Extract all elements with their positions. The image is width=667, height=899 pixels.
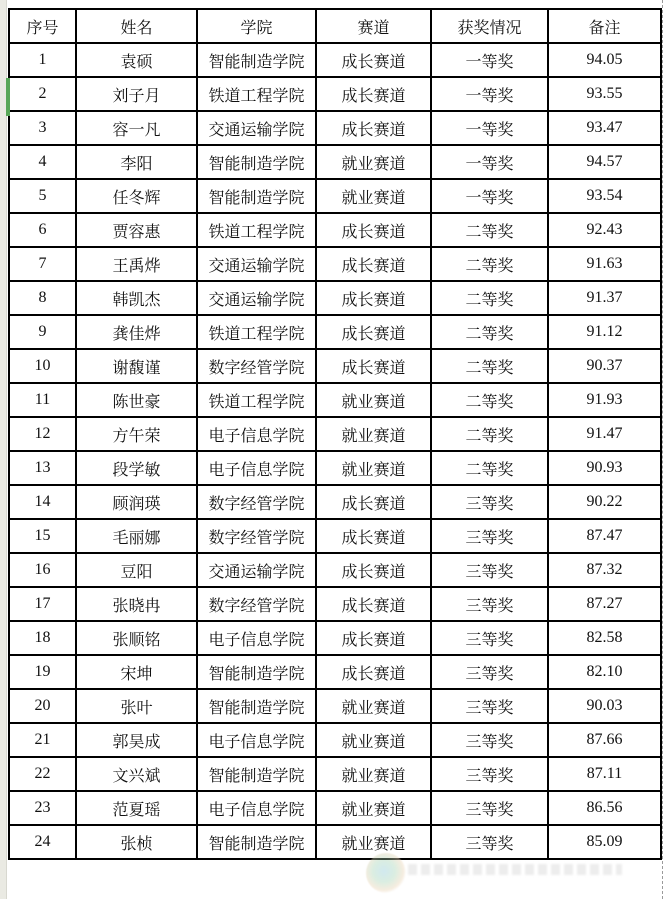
cell-index[interactable]: 4 [9, 145, 76, 179]
cell-college[interactable]: 数字经管学院 [197, 519, 316, 553]
table-row [9, 519, 661, 553]
cell-track[interactable]: 成长赛道 [316, 519, 431, 553]
cell-college[interactable]: 交通运输学院 [197, 553, 316, 587]
table-row [9, 247, 661, 281]
cell-college[interactable]: 智能制造学院 [197, 689, 316, 723]
cell-score[interactable]: 90.37 [548, 349, 661, 383]
table-row [9, 213, 661, 247]
header-score[interactable]: 备注 [548, 9, 661, 43]
cell-index[interactable]: 13 [9, 451, 76, 485]
cell-index[interactable]: 12 [9, 417, 76, 451]
header-name[interactable]: 姓名 [76, 9, 197, 43]
cell-score[interactable]: 82.58 [548, 621, 661, 655]
table-row [9, 587, 661, 621]
cell-score[interactable]: 94.57 [548, 145, 661, 179]
cell-score[interactable]: 90.03 [548, 689, 661, 723]
cell-name[interactable]: 刘子月 [76, 77, 197, 111]
cell-index[interactable]: 17 [9, 587, 76, 621]
cell-index[interactable]: 3 [9, 111, 76, 145]
cell-college[interactable]: 电子信息学院 [197, 621, 316, 655]
header-row [9, 9, 661, 43]
cell-college[interactable]: 智能制造学院 [197, 43, 316, 77]
cell-track[interactable]: 成长赛道 [316, 553, 431, 587]
table-row [9, 315, 661, 349]
cell-track[interactable]: 成长赛道 [316, 281, 431, 315]
cell-score[interactable]: 87.11 [548, 757, 661, 791]
award-table-container [8, 8, 662, 860]
cell-score[interactable]: 93.47 [548, 111, 661, 145]
cell-award[interactable]: 三等奖 [431, 723, 548, 757]
cell-college[interactable]: 交通运输学院 [197, 111, 316, 145]
cell-index[interactable]: 22 [9, 757, 76, 791]
cell-name[interactable]: 李阳 [76, 145, 197, 179]
cell-score[interactable]: 91.12 [548, 315, 661, 349]
cell-college[interactable]: 智能制造学院 [197, 655, 316, 689]
cell-college[interactable]: 数字经管学院 [197, 349, 316, 383]
cell-track[interactable]: 就业赛道 [316, 723, 431, 757]
cell-award[interactable]: 三等奖 [431, 621, 548, 655]
cell-score[interactable]: 87.32 [548, 553, 661, 587]
table-row [9, 179, 661, 213]
cell-index[interactable]: 14 [9, 485, 76, 519]
cell-score[interactable]: 85.09 [548, 825, 661, 859]
cell-track[interactable]: 成长赛道 [316, 77, 431, 111]
table-row [9, 451, 661, 485]
cell-award[interactable]: 二等奖 [431, 451, 548, 485]
cell-index[interactable]: 16 [9, 553, 76, 587]
cell-index[interactable]: 8 [9, 281, 76, 315]
watermark-text-band [408, 864, 622, 875]
header-track[interactable]: 赛道 [316, 9, 431, 43]
cell-track[interactable]: 就业赛道 [316, 179, 431, 213]
cell-score[interactable]: 93.54 [548, 179, 661, 213]
cell-track[interactable]: 成长赛道 [316, 213, 431, 247]
selected-row-indicator [6, 78, 10, 116]
cell-score[interactable]: 87.27 [548, 587, 661, 621]
cell-award[interactable]: 三等奖 [431, 519, 548, 553]
cell-award[interactable]: 三等奖 [431, 825, 548, 859]
cell-award[interactable]: 三等奖 [431, 791, 548, 825]
cell-track[interactable]: 成长赛道 [316, 485, 431, 519]
table-row [9, 111, 661, 145]
cell-track[interactable]: 就业赛道 [316, 383, 431, 417]
cell-college[interactable]: 铁道工程学院 [197, 213, 316, 247]
table-row [9, 485, 661, 519]
cell-name[interactable]: 袁硕 [76, 43, 197, 77]
cell-track[interactable]: 就业赛道 [316, 757, 431, 791]
cell-award[interactable]: 一等奖 [431, 179, 548, 213]
cell-score[interactable]: 91.93 [548, 383, 661, 417]
cell-college[interactable]: 交通运输学院 [197, 281, 316, 315]
cell-award[interactable]: 二等奖 [431, 315, 548, 349]
cell-index[interactable]: 9 [9, 315, 76, 349]
cell-award[interactable]: 二等奖 [431, 281, 548, 315]
cell-award[interactable]: 二等奖 [431, 247, 548, 281]
table-row [9, 281, 661, 315]
header-award[interactable]: 获奖情况 [431, 9, 548, 43]
cell-award[interactable]: 三等奖 [431, 689, 548, 723]
cell-award[interactable]: 二等奖 [431, 349, 548, 383]
cell-award[interactable]: 三等奖 [431, 485, 548, 519]
cell-award[interactable]: 三等奖 [431, 553, 548, 587]
table-row [9, 621, 661, 655]
cell-college[interactable]: 数字经管学院 [197, 485, 316, 519]
cell-index[interactable]: 5 [9, 179, 76, 213]
cell-index[interactable]: 21 [9, 723, 76, 757]
cell-college[interactable]: 智能制造学院 [197, 145, 316, 179]
cell-track[interactable]: 成长赛道 [316, 43, 431, 77]
cell-score[interactable]: 92.43 [548, 213, 661, 247]
table-row [9, 689, 661, 723]
cell-name[interactable]: 豆阳 [76, 553, 197, 587]
cell-college[interactable]: 电子信息学院 [197, 451, 316, 485]
cell-name[interactable]: 宋坤 [76, 655, 197, 689]
table-row [9, 383, 661, 417]
cell-name[interactable]: 张顺铭 [76, 621, 197, 655]
table-row [9, 77, 661, 111]
cell-score[interactable]: 87.66 [548, 723, 661, 757]
cell-score[interactable]: 91.47 [548, 417, 661, 451]
cell-name[interactable]: 张晓冉 [76, 587, 197, 621]
cell-index[interactable]: 20 [9, 689, 76, 723]
cell-college[interactable]: 数字经管学院 [197, 587, 316, 621]
cell-award[interactable]: 三等奖 [431, 757, 548, 791]
cell-index[interactable]: 18 [9, 621, 76, 655]
cell-college[interactable]: 电子信息学院 [197, 791, 316, 825]
cell-college[interactable]: 铁道工程学院 [197, 383, 316, 417]
cell-college[interactable]: 电子信息学院 [197, 417, 316, 451]
cell-score[interactable]: 87.47 [548, 519, 661, 553]
cell-award[interactable]: 二等奖 [431, 213, 548, 247]
award-table [8, 8, 662, 860]
cell-name[interactable]: 郭昊成 [76, 723, 197, 757]
cell-name[interactable]: 容一凡 [76, 111, 197, 145]
cell-score[interactable]: 90.93 [548, 451, 661, 485]
cell-index[interactable]: 11 [9, 383, 76, 417]
cell-index[interactable]: 1 [9, 43, 76, 77]
cell-track[interactable]: 成长赛道 [316, 247, 431, 281]
cell-name[interactable]: 贾容惠 [76, 213, 197, 247]
cell-index[interactable]: 10 [9, 349, 76, 383]
cell-track[interactable]: 就业赛道 [316, 145, 431, 179]
cell-college[interactable]: 电子信息学院 [197, 723, 316, 757]
cell-track[interactable]: 成长赛道 [316, 621, 431, 655]
cell-name[interactable]: 方午荣 [76, 417, 197, 451]
cell-score[interactable]: 91.63 [548, 247, 661, 281]
cell-award[interactable]: 一等奖 [431, 43, 548, 77]
cell-name[interactable]: 张叶 [76, 689, 197, 723]
cell-score[interactable]: 93.55 [548, 77, 661, 111]
cell-track[interactable]: 成长赛道 [316, 587, 431, 621]
cell-score[interactable]: 86.56 [548, 791, 661, 825]
cell-name[interactable]: 任冬辉 [76, 179, 197, 213]
cell-college[interactable]: 铁道工程学院 [197, 315, 316, 349]
cell-track[interactable]: 成长赛道 [316, 349, 431, 383]
cell-college[interactable]: 智能制造学院 [197, 179, 316, 213]
cell-track[interactable]: 成长赛道 [316, 655, 431, 689]
cell-award[interactable]: 一等奖 [431, 77, 548, 111]
cell-track[interactable]: 就业赛道 [316, 689, 431, 723]
cell-award[interactable]: 一等奖 [431, 111, 548, 145]
table-header [9, 9, 661, 43]
table-row [9, 825, 661, 859]
table-row [9, 43, 661, 77]
table-row [9, 791, 661, 825]
cell-name[interactable]: 谢馥谨 [76, 349, 197, 383]
cell-track[interactable]: 就业赛道 [316, 791, 431, 825]
cell-score[interactable]: 91.37 [548, 281, 661, 315]
cell-name[interactable]: 文兴斌 [76, 757, 197, 791]
table-row [9, 757, 661, 791]
cell-index[interactable]: 19 [9, 655, 76, 689]
cell-name[interactable]: 毛丽娜 [76, 519, 197, 553]
table-row [9, 417, 661, 451]
cell-award[interactable]: 一等奖 [431, 145, 548, 179]
cell-name[interactable]: 张桢 [76, 825, 197, 859]
cell-index[interactable]: 23 [9, 791, 76, 825]
cell-name[interactable]: 顾润瑛 [76, 485, 197, 519]
cell-award[interactable]: 三等奖 [431, 587, 548, 621]
page-break-line [662, 0, 663, 899]
cell-index[interactable]: 7 [9, 247, 76, 281]
table-body [9, 43, 661, 859]
cell-name[interactable]: 王禹烨 [76, 247, 197, 281]
cell-index[interactable]: 6 [9, 213, 76, 247]
cell-award[interactable]: 二等奖 [431, 383, 548, 417]
cell-name[interactable]: 韩凯杰 [76, 281, 197, 315]
cell-name[interactable]: 段学敏 [76, 451, 197, 485]
table-row [9, 145, 661, 179]
table-row [9, 723, 661, 757]
cell-track[interactable]: 成长赛道 [316, 315, 431, 349]
header-college[interactable]: 学院 [197, 9, 316, 43]
cell-award[interactable]: 二等奖 [431, 417, 548, 451]
table-row [9, 553, 661, 587]
cell-track[interactable]: 就业赛道 [316, 417, 431, 451]
cell-college[interactable]: 智能制造学院 [197, 825, 316, 859]
cell-track[interactable]: 就业赛道 [316, 451, 431, 485]
cell-college[interactable]: 交通运输学院 [197, 247, 316, 281]
cell-index[interactable]: 24 [9, 825, 76, 859]
cell-name[interactable]: 龚佳烨 [76, 315, 197, 349]
cell-award[interactable]: 三等奖 [431, 655, 548, 689]
cell-college[interactable]: 智能制造学院 [197, 757, 316, 791]
header-index[interactable]: 序号 [9, 9, 76, 43]
cell-name[interactable]: 陈世豪 [76, 383, 197, 417]
cell-index[interactable]: 15 [9, 519, 76, 553]
cell-score[interactable]: 90.22 [548, 485, 661, 519]
cell-track[interactable]: 就业赛道 [316, 825, 431, 859]
cell-college[interactable]: 铁道工程学院 [197, 77, 316, 111]
cell-score[interactable]: 82.10 [548, 655, 661, 689]
table-row [9, 655, 661, 689]
cell-score[interactable]: 94.05 [548, 43, 661, 77]
cell-index[interactable]: 2 [9, 77, 76, 111]
cell-track[interactable]: 成长赛道 [316, 111, 431, 145]
cell-name[interactable]: 范夏瑶 [76, 791, 197, 825]
sheet-frame-left-strip [0, 0, 7, 899]
table-row [9, 349, 661, 383]
